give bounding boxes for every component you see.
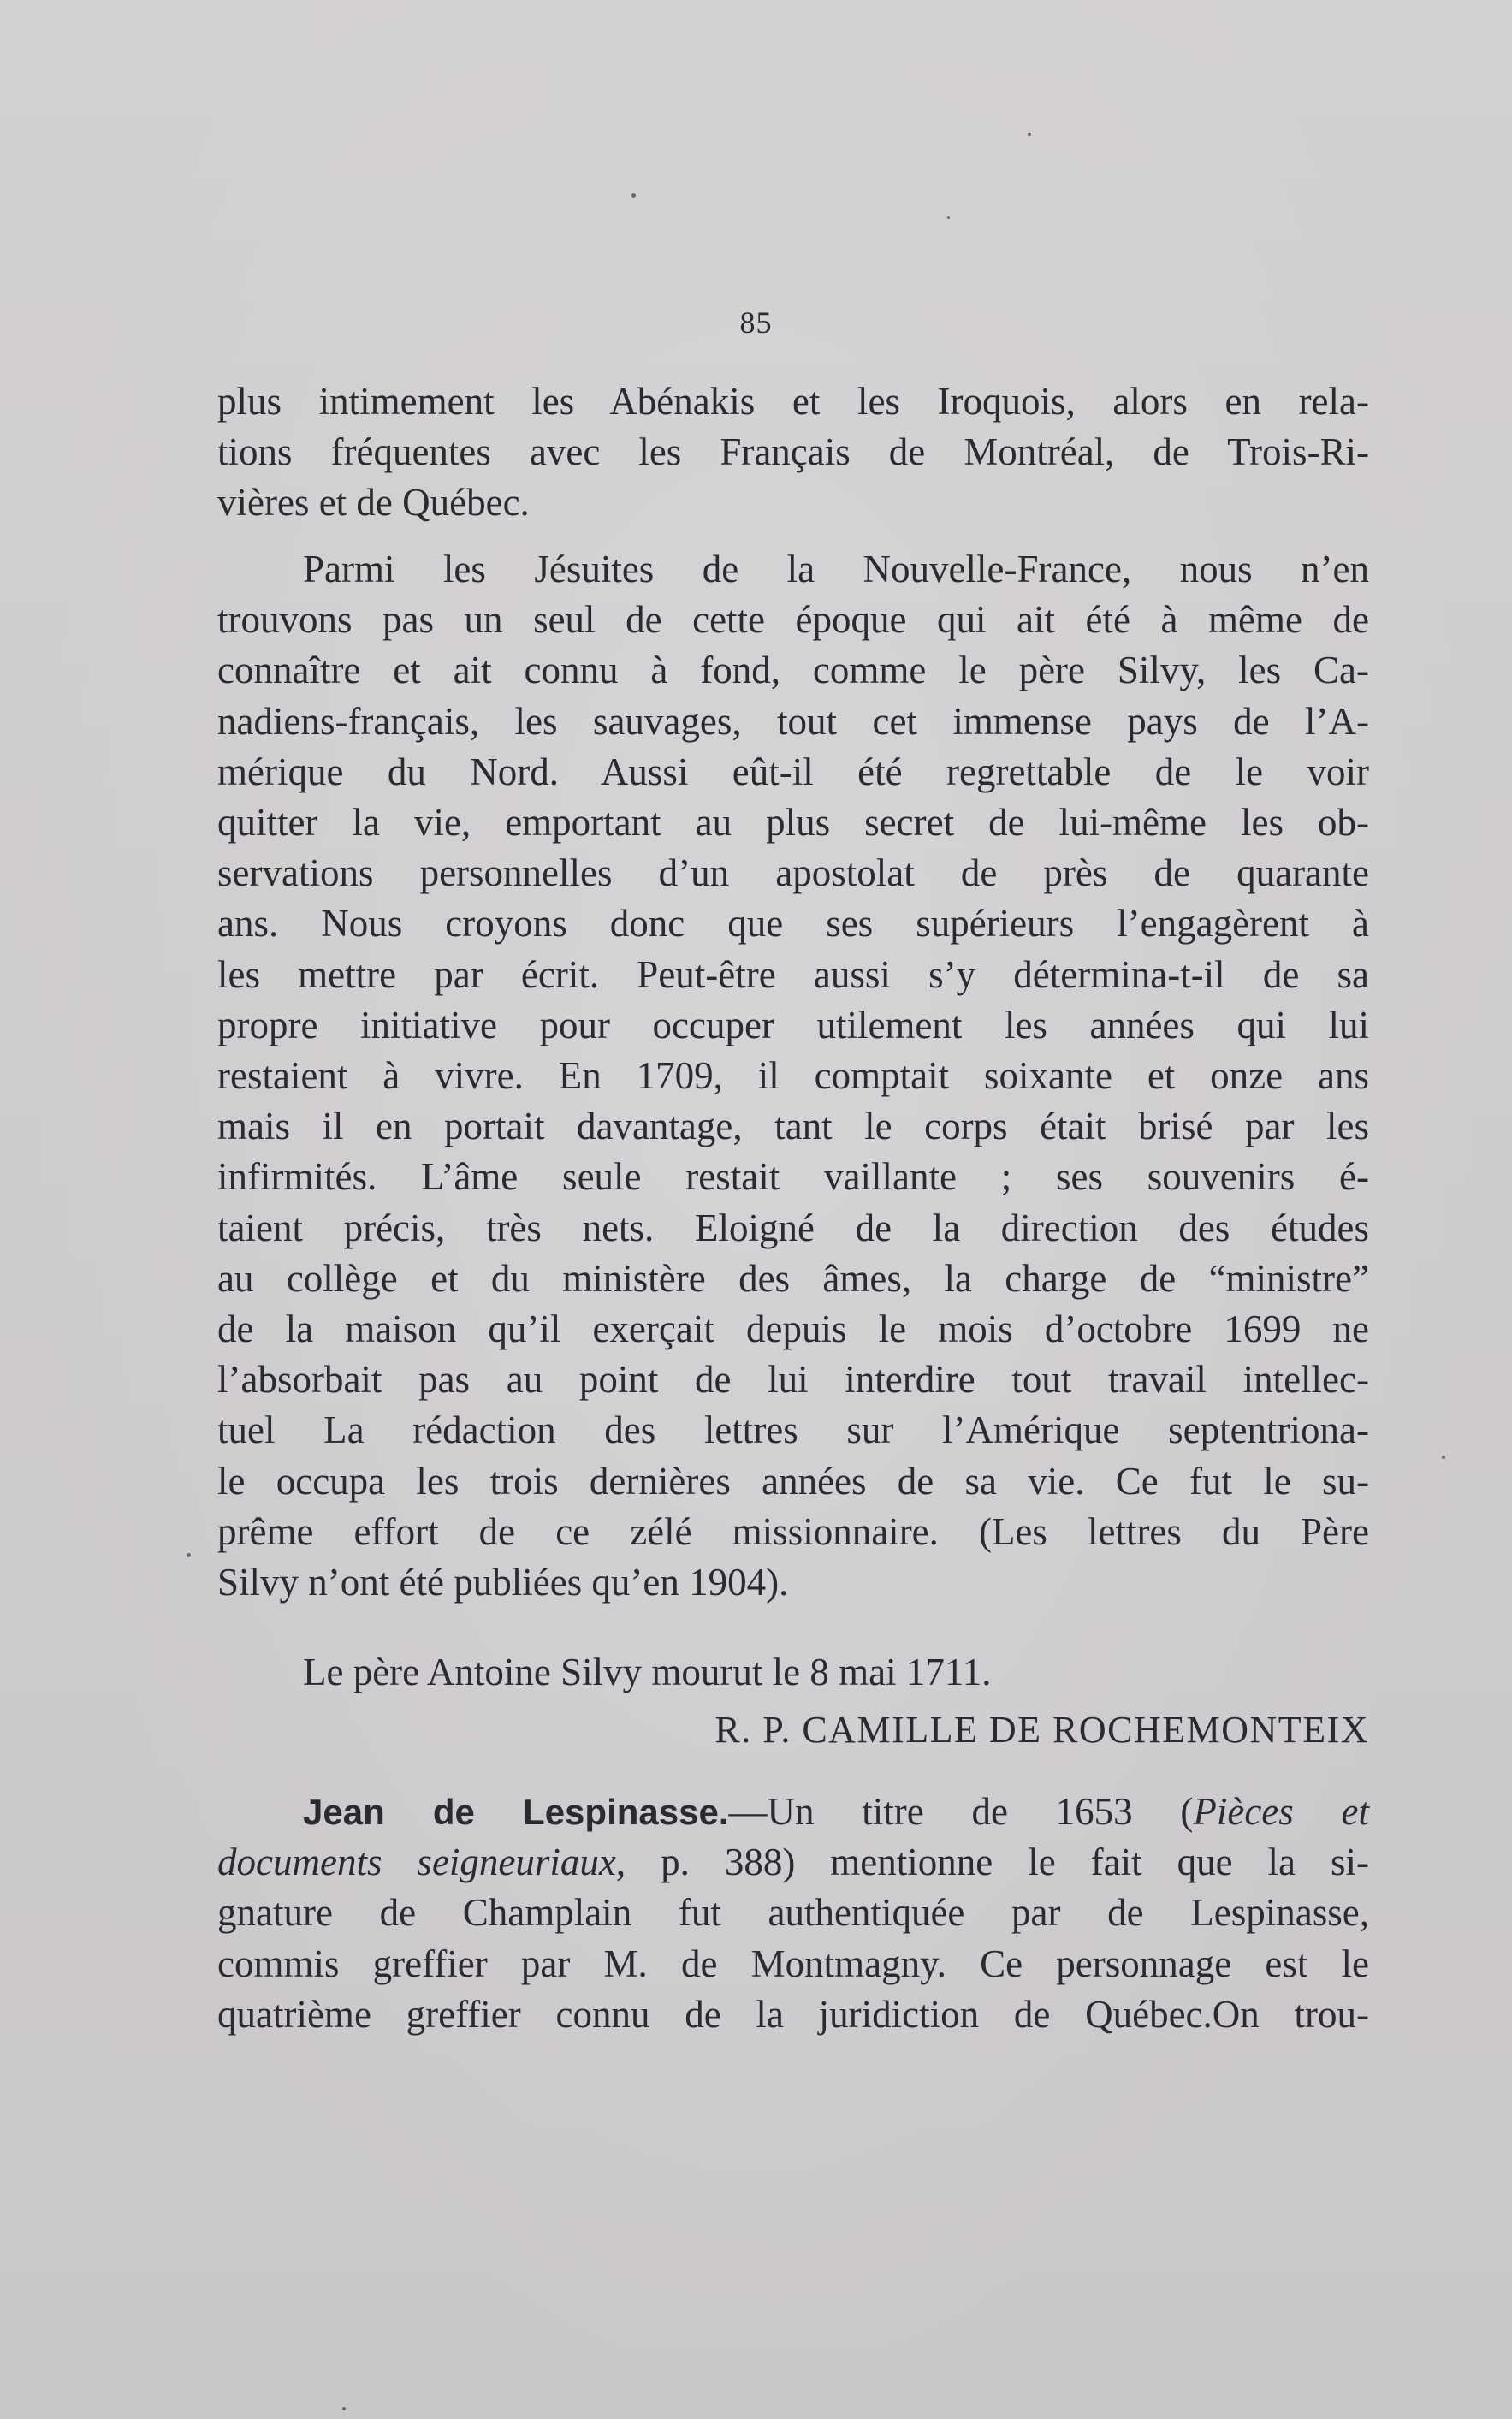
text-line: au collège et du ministère des âmes, la charge de “ministre” (217, 1256, 1369, 1300)
entry-title: Jean de Lespinasse. (303, 1792, 729, 1832)
text-line: l’absorbait pas au point de lui interdire tout travail intellec- (217, 1358, 1369, 1402)
text-line: Parmi les Jésuites de la Nouvelle-France, nous n’en (303, 548, 1369, 590)
italic-source-title: documents seigneuriaux (217, 1841, 616, 1884)
paper-speck (1442, 1456, 1445, 1459)
paper-speck (947, 216, 950, 219)
text-line: vières et de Québec. (217, 481, 530, 525)
text-line: Le père Antoine Silvy mourut le 8 mai 1711. (303, 1651, 992, 1693)
text-line: infirmités. L’âme seule restait vaillante ; ses souvenirs é- (217, 1155, 1369, 1199)
text-line: prême effort de ce zélé missionnaire. (Les lettres du Père (217, 1509, 1369, 1553)
text-line: trouvons pas un seul de cette époque qui ait été à même de (217, 598, 1369, 642)
text-fragment: , p. 388) mentionne le fait que la si- (615, 1841, 1369, 1884)
page-number: 85 (739, 305, 773, 340)
paragraph-lespinasse (217, 1787, 1369, 2040)
text-line: mérique du Nord. Aussi eût-il été regrettable de le voir (217, 750, 1369, 793)
text-line: commis greffier par M. de Montmagny. Ce personnage est le (217, 1942, 1369, 1985)
text-line (217, 1787, 1369, 1837)
paragraph-death (217, 1647, 1369, 1698)
paper-speck (187, 1553, 191, 1557)
italic-source-title: Pièces et (1193, 1790, 1370, 1833)
text-line: connaître et ait connu à fond, comme le père Silvy, les Ca- (217, 649, 1369, 692)
text-line: quatrième greffier connu de la juridiction de Québec.On trou- (217, 1992, 1369, 2036)
text-line: tions fréquentes avec les Français de Montréal, de Trois-Ri- (217, 430, 1369, 474)
text-line: le occupa les trois dernières années de sa vie. Ce fut le su- (217, 1459, 1369, 1503)
text-line: les mettre par écrit. Peut-être aussi s’y détermina-t-il de sa (217, 952, 1369, 996)
text-line: tuel La rédaction des lettres sur l’Amérique septentriona- (217, 1408, 1369, 1452)
text-line: de la maison qu’il exerçait depuis le mois d’octobre 1699 ne (217, 1307, 1369, 1351)
text-line: restaient à vivre. En 1709, il comptait soixante et onze ans (217, 1054, 1369, 1098)
text-line: taient précis, très nets. Eloigné de la direction des études (217, 1206, 1369, 1249)
paper-speck (1028, 133, 1031, 136)
text-line: mais il en portait davantage, tant le corps était brisé par les (217, 1105, 1369, 1148)
text-line: plus intimement les Abénakis et les Iroquois, alors en rela- (217, 380, 1369, 423)
text-line (217, 1837, 1369, 1888)
author-signature: R. P. CAMILLE DE ROCHEMONTEIX (714, 1709, 1369, 1751)
text-line: ans. Nous croyons donc que ses supérieurs l’engagèrent à (217, 902, 1369, 946)
paragraph-continuation (217, 376, 1369, 529)
text-line: propre initiative pour occuper utilement les années qui lui (217, 1003, 1369, 1046)
paragraph-jesuites (217, 544, 1369, 1608)
paper-speck (342, 2407, 346, 2410)
text-line: Silvy n’ont été publiées qu’en 1904). (217, 1561, 789, 1604)
text-line: servations personnelles d’un apostolat de près de quarante (217, 851, 1369, 895)
text-line: nadiens-français, les sauvages, tout cet immense pays de l’A- (217, 699, 1369, 743)
text-fragment: —Un titre de 1653 ( (728, 1790, 1194, 1833)
paper-speck (631, 193, 636, 198)
text-line: gnature de Champlain fut authentiquée par de Lespinasse, (217, 1891, 1369, 1935)
text-line: quitter la vie, emportant au plus secret de lui-même les ob- (217, 801, 1369, 845)
